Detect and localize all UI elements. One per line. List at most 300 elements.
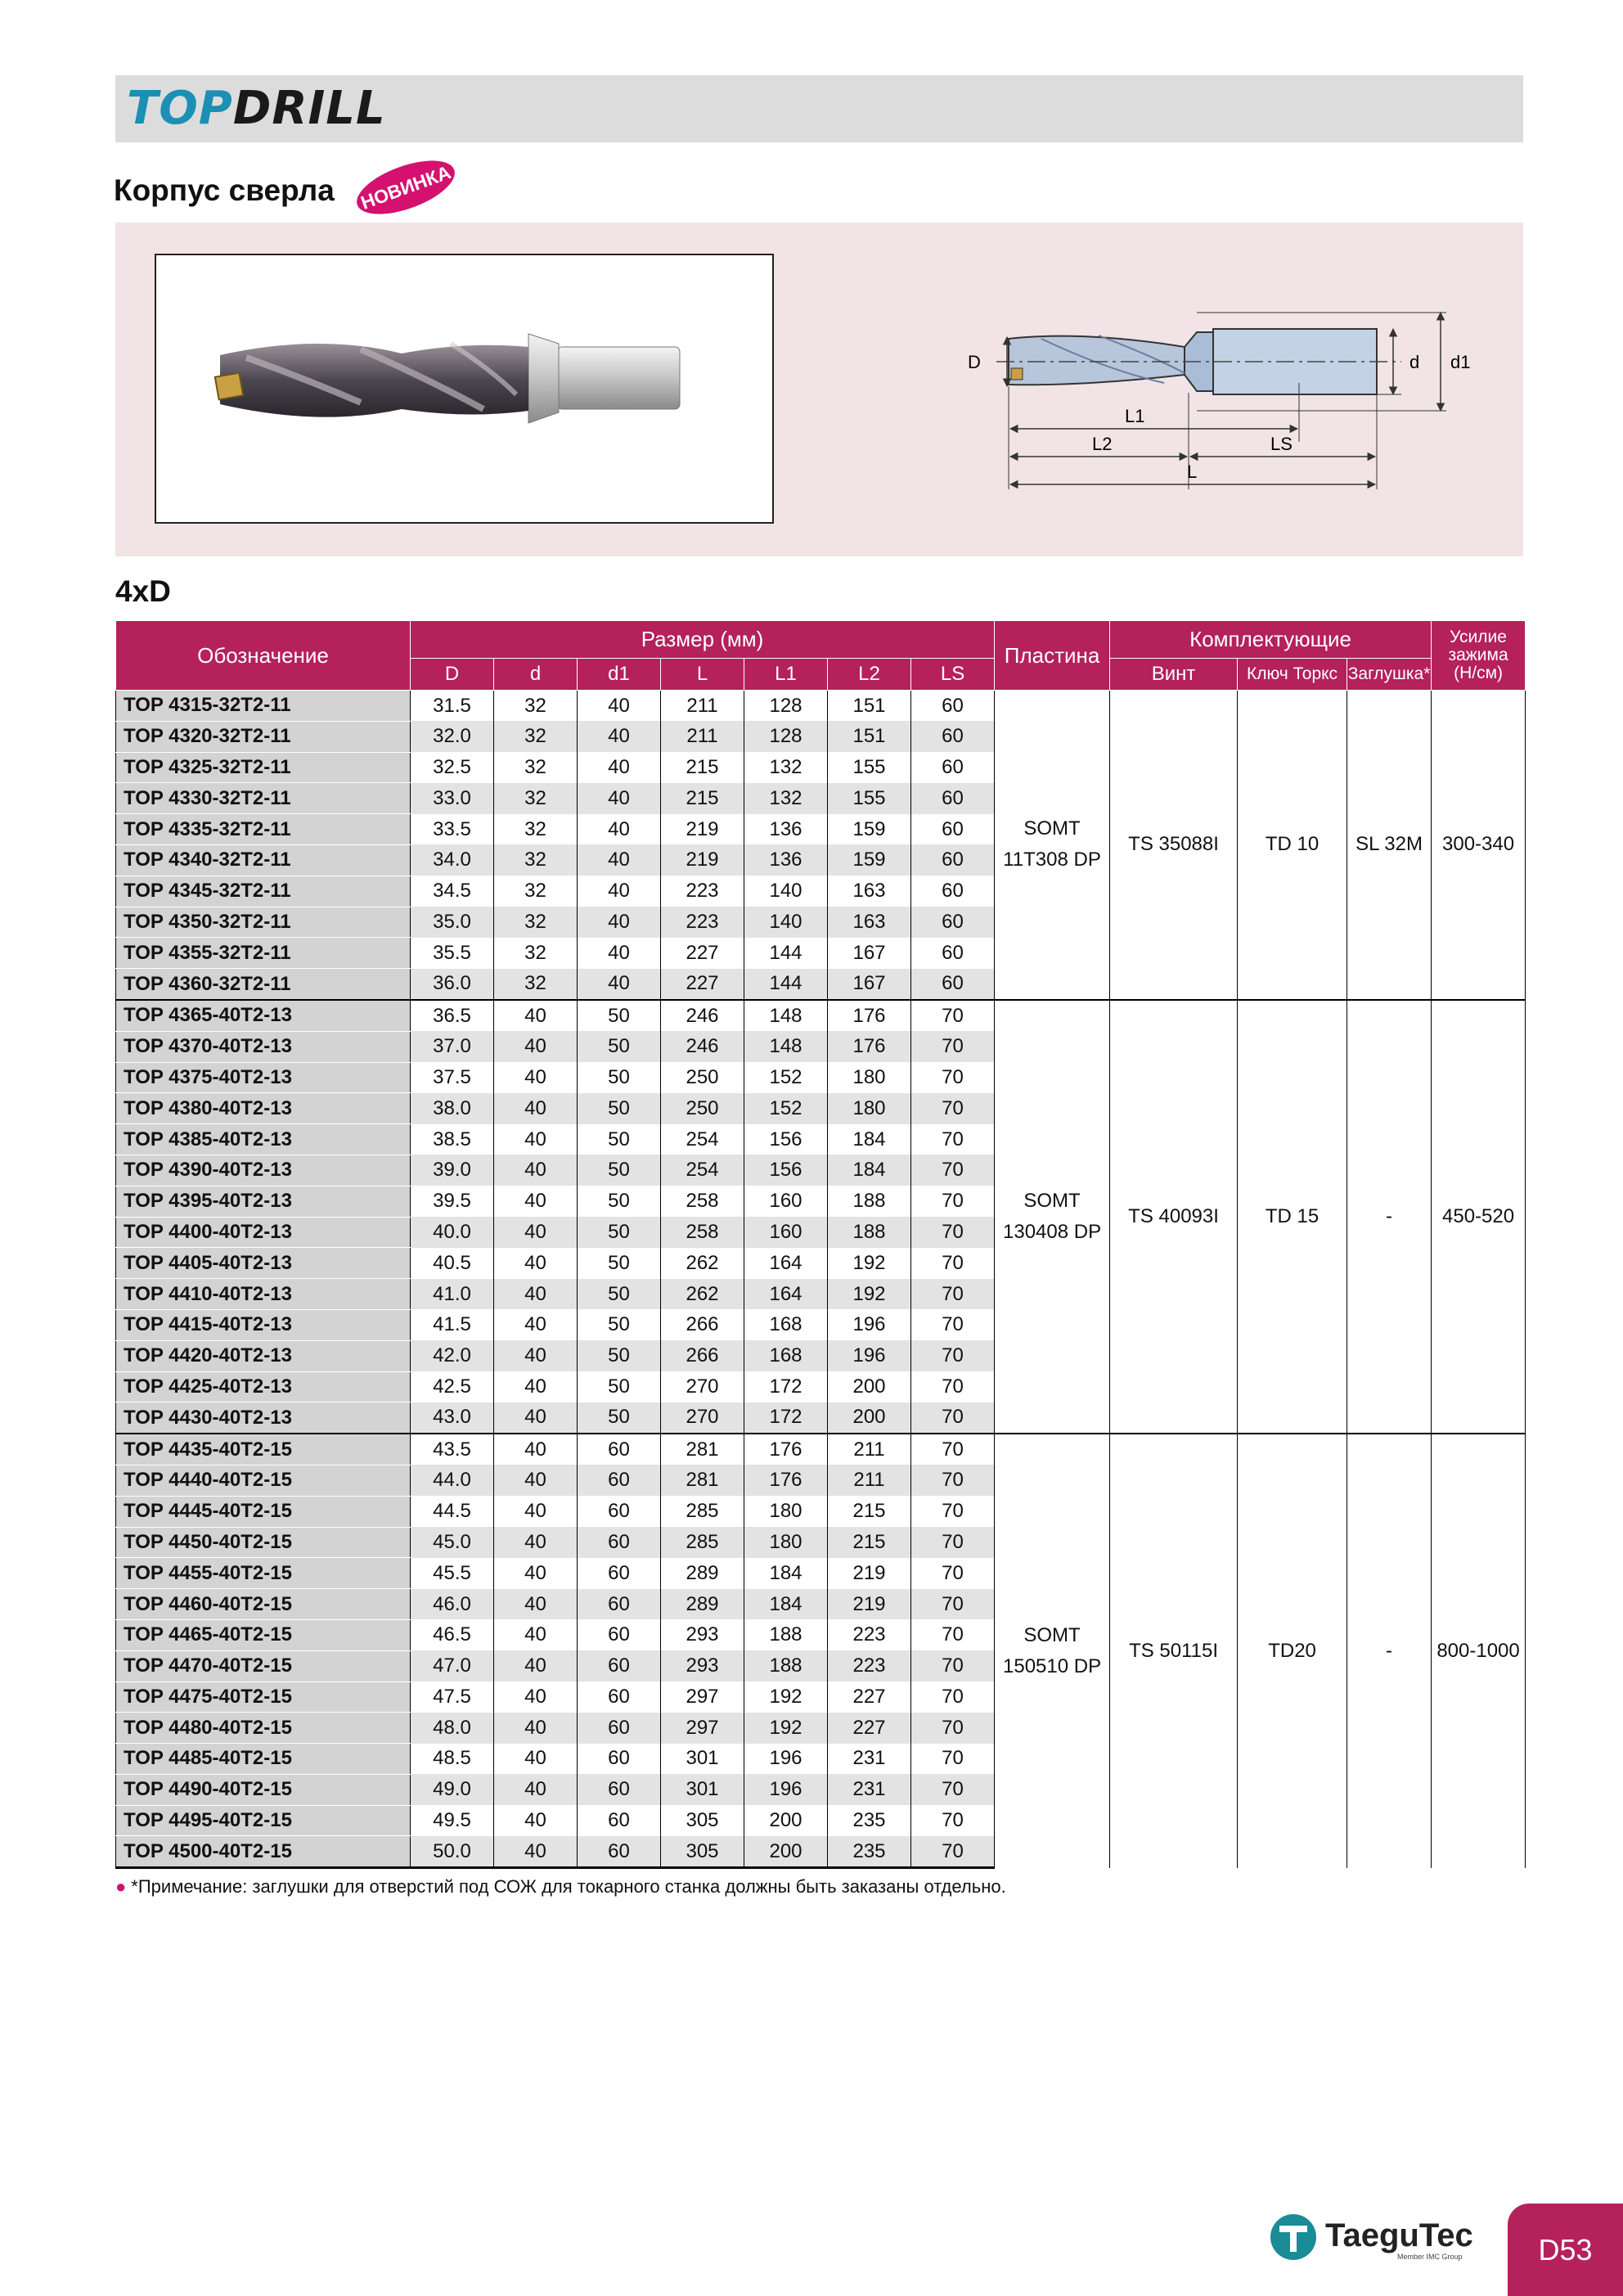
dim-label-D: D bbox=[968, 352, 981, 372]
size-cell-ls: 60 bbox=[911, 783, 995, 814]
size-cell-l: 258 bbox=[661, 1186, 744, 1217]
size-cell-ls: 70 bbox=[911, 1371, 995, 1402]
size-cell-l2: 167 bbox=[828, 938, 911, 969]
designation-cell: TOP 4390-40T2-13 bbox=[116, 1155, 411, 1186]
header-plug: Заглушка* bbox=[1347, 659, 1432, 691]
size-cell-l2: 180 bbox=[828, 1062, 911, 1093]
clamping-force-cell: 450-520 bbox=[1432, 1000, 1526, 1434]
header-clamping-force: Усилие зажима (Н/см) bbox=[1432, 621, 1526, 691]
size-cell-d1: 50 bbox=[578, 1248, 661, 1279]
size-cell-ls: 70 bbox=[911, 1279, 995, 1310]
size-cell-d1: 40 bbox=[578, 876, 661, 907]
size-cell-d1: 60 bbox=[578, 1650, 661, 1681]
size-cell-l2: 211 bbox=[828, 1434, 911, 1465]
size-cell-d: 33.5 bbox=[411, 814, 494, 845]
size-cell-l: 246 bbox=[661, 1031, 744, 1062]
size-cell-d: 40 bbox=[494, 1217, 578, 1248]
size-cell-l: 285 bbox=[661, 1496, 744, 1527]
size-cell-d: 38.5 bbox=[411, 1124, 494, 1155]
plug-cell: - bbox=[1347, 1000, 1432, 1434]
size-cell-l1: 136 bbox=[744, 844, 828, 876]
header-size-d: d bbox=[494, 659, 578, 691]
size-cell-d1: 60 bbox=[578, 1713, 661, 1744]
size-cell-ls: 70 bbox=[911, 1619, 995, 1650]
size-cell-l1: 132 bbox=[744, 752, 828, 783]
size-cell-d1: 50 bbox=[578, 1371, 661, 1402]
size-cell-d: 40 bbox=[494, 1186, 578, 1217]
size-cell-l: 223 bbox=[661, 907, 744, 938]
size-cell-l2: 196 bbox=[828, 1340, 911, 1371]
size-cell-d1: 50 bbox=[578, 1309, 661, 1340]
size-cell-l1: 164 bbox=[744, 1279, 828, 1310]
header-size-d: D bbox=[411, 659, 494, 691]
designation-cell: TOP 4405-40T2-13 bbox=[116, 1248, 411, 1279]
size-cell-l2: 176 bbox=[828, 1031, 911, 1062]
size-cell-l: 289 bbox=[661, 1589, 744, 1620]
designation-cell: TOP 4470-40T2-15 bbox=[116, 1650, 411, 1681]
size-cell-d: 40 bbox=[494, 1093, 578, 1124]
header-size-l: L bbox=[661, 659, 744, 691]
size-cell-d1: 60 bbox=[578, 1681, 661, 1713]
designation-cell: TOP 4490-40T2-15 bbox=[116, 1774, 411, 1805]
designation-cell: TOP 4415-40T2-13 bbox=[116, 1309, 411, 1340]
header-size-group: Размер (мм) bbox=[411, 621, 995, 659]
designation-cell: TOP 4420-40T2-13 bbox=[116, 1340, 411, 1371]
size-cell-l: 215 bbox=[661, 752, 744, 783]
torx-key-cell: TD20 bbox=[1238, 1434, 1347, 1868]
table-row bbox=[116, 1000, 1526, 1031]
size-cell-l2: 151 bbox=[828, 691, 911, 722]
size-cell-d: 40 bbox=[494, 1465, 578, 1496]
bullet-icon: ● bbox=[115, 1876, 127, 1897]
size-cell-l1: 132 bbox=[744, 783, 828, 814]
insert-cell: SOMT 130408 DP bbox=[995, 1000, 1110, 1434]
size-cell-d1: 40 bbox=[578, 721, 661, 752]
size-cell-ls: 70 bbox=[911, 1248, 995, 1279]
size-cell-d: 32 bbox=[494, 876, 578, 907]
size-cell-l2: 219 bbox=[828, 1558, 911, 1589]
size-cell-l1: 188 bbox=[744, 1619, 828, 1650]
table-row bbox=[116, 1434, 1526, 1465]
designation-cell: TOP 4480-40T2-15 bbox=[116, 1713, 411, 1744]
size-cell-ls: 70 bbox=[911, 1558, 995, 1589]
size-cell-ls: 70 bbox=[911, 1744, 995, 1775]
size-cell-ls: 70 bbox=[911, 1836, 995, 1868]
header-size-d1: d1 bbox=[578, 659, 661, 691]
size-cell-d: 38.0 bbox=[411, 1093, 494, 1124]
size-cell-d1: 40 bbox=[578, 814, 661, 845]
insert-cell: SOMT 150510 DP bbox=[995, 1434, 1110, 1868]
size-cell-d: 32.5 bbox=[411, 752, 494, 783]
designation-cell: TOP 4340-32T2-11 bbox=[116, 844, 411, 876]
size-cell-l1: 156 bbox=[744, 1155, 828, 1186]
size-cell-d: 32.0 bbox=[411, 721, 494, 752]
size-cell-d: 40 bbox=[494, 1589, 578, 1620]
designation-cell: TOP 4425-40T2-13 bbox=[116, 1371, 411, 1402]
size-cell-d: 47.5 bbox=[411, 1681, 494, 1713]
size-cell-d1: 40 bbox=[578, 907, 661, 938]
designation-cell: TOP 4315-32T2-11 bbox=[116, 691, 411, 722]
size-cell-d1: 60 bbox=[578, 1744, 661, 1775]
header-insert: Пластина bbox=[995, 621, 1110, 691]
size-cell-l1: 180 bbox=[744, 1527, 828, 1558]
size-cell-d: 45.5 bbox=[411, 1558, 494, 1589]
size-cell-l1: 180 bbox=[744, 1496, 828, 1527]
size-cell-d: 32 bbox=[494, 907, 578, 938]
size-cell-d: 46.0 bbox=[411, 1589, 494, 1620]
size-cell-l: 281 bbox=[661, 1434, 744, 1465]
size-cell-l1: 136 bbox=[744, 814, 828, 845]
size-cell-d1: 60 bbox=[578, 1465, 661, 1496]
size-cell-l: 219 bbox=[661, 844, 744, 876]
size-cell-l2: 159 bbox=[828, 814, 911, 845]
size-cell-ls: 70 bbox=[911, 1155, 995, 1186]
size-cell-d1: 60 bbox=[578, 1836, 661, 1868]
size-cell-ls: 60 bbox=[911, 752, 995, 783]
size-cell-d: 32 bbox=[494, 721, 578, 752]
size-cell-l: 246 bbox=[661, 1000, 744, 1031]
new-badge: НОВИНКА bbox=[350, 150, 461, 225]
size-cell-l: 258 bbox=[661, 1217, 744, 1248]
screw-cell: TS 40093I bbox=[1110, 1000, 1238, 1434]
size-cell-l: 270 bbox=[661, 1402, 744, 1434]
size-cell-l2: 184 bbox=[828, 1124, 911, 1155]
size-cell-d: 37.5 bbox=[411, 1062, 494, 1093]
page-number-tab bbox=[1508, 2204, 1623, 2296]
size-cell-l1: 196 bbox=[744, 1774, 828, 1805]
header-torx-key: Ключ Торкс bbox=[1238, 659, 1347, 691]
size-cell-l: 250 bbox=[661, 1093, 744, 1124]
size-cell-d1: 50 bbox=[578, 1217, 661, 1248]
size-cell-l2: 223 bbox=[828, 1619, 911, 1650]
size-cell-d1: 50 bbox=[578, 1000, 661, 1031]
size-cell-ls: 70 bbox=[911, 1434, 995, 1465]
page-number: D53 bbox=[1538, 2233, 1593, 2267]
size-cell-l2: 227 bbox=[828, 1713, 911, 1744]
size-cell-l1: 172 bbox=[744, 1371, 828, 1402]
dim-label-LS: LS bbox=[1270, 434, 1293, 454]
size-cell-d1: 50 bbox=[578, 1402, 661, 1434]
size-cell-ls: 70 bbox=[911, 1031, 995, 1062]
designation-cell: TOP 4445-40T2-15 bbox=[116, 1496, 411, 1527]
size-cell-d: 37.0 bbox=[411, 1031, 494, 1062]
size-cell-d1: 50 bbox=[578, 1062, 661, 1093]
size-cell-l: 270 bbox=[661, 1371, 744, 1402]
size-cell-d: 36.0 bbox=[411, 969, 494, 1000]
size-cell-ls: 60 bbox=[911, 938, 995, 969]
size-cell-d1: 60 bbox=[578, 1589, 661, 1620]
size-cell-l2: 223 bbox=[828, 1650, 911, 1681]
screw-cell: TS 50115I bbox=[1110, 1434, 1238, 1868]
size-cell-d: 50.0 bbox=[411, 1836, 494, 1868]
size-cell-l1: 196 bbox=[744, 1744, 828, 1775]
size-cell-ls: 70 bbox=[911, 1805, 995, 1836]
size-cell-d: 49.5 bbox=[411, 1805, 494, 1836]
size-cell-d1: 50 bbox=[578, 1124, 661, 1155]
size-cell-l: 285 bbox=[661, 1527, 744, 1558]
dim-label-L2: L2 bbox=[1092, 434, 1113, 454]
size-cell-d: 35.0 bbox=[411, 907, 494, 938]
size-cell-l2: 188 bbox=[828, 1186, 911, 1217]
designation-cell: TOP 4395-40T2-13 bbox=[116, 1186, 411, 1217]
designation-cell: TOP 4500-40T2-15 bbox=[116, 1836, 411, 1868]
size-cell-d: 46.5 bbox=[411, 1619, 494, 1650]
size-cell-l2: 155 bbox=[828, 783, 911, 814]
size-cell-d: 34.5 bbox=[411, 876, 494, 907]
size-cell-d: 35.5 bbox=[411, 938, 494, 969]
dim-label-d1: d1 bbox=[1450, 352, 1471, 372]
size-cell-l: 223 bbox=[661, 876, 744, 907]
header-bar bbox=[115, 75, 1523, 142]
size-cell-d1: 40 bbox=[578, 844, 661, 876]
size-cell-l: 297 bbox=[661, 1713, 744, 1744]
size-cell-d: 40.5 bbox=[411, 1248, 494, 1279]
size-cell-d1: 40 bbox=[578, 691, 661, 722]
table-row bbox=[116, 691, 1526, 722]
dim-label-L1: L1 bbox=[1125, 406, 1145, 426]
designation-cell: TOP 4465-40T2-15 bbox=[116, 1619, 411, 1650]
size-cell-d: 41.0 bbox=[411, 1279, 494, 1310]
size-cell-d: 39.0 bbox=[411, 1155, 494, 1186]
clamping-force-cell: 800-1000 bbox=[1432, 1434, 1526, 1868]
size-cell-d: 40 bbox=[494, 1248, 578, 1279]
size-cell-d: 34.0 bbox=[411, 844, 494, 876]
size-cell-l: 227 bbox=[661, 938, 744, 969]
size-cell-l: 262 bbox=[661, 1248, 744, 1279]
size-cell-l: 262 bbox=[661, 1279, 744, 1310]
designation-cell: TOP 4365-40T2-13 bbox=[116, 1000, 411, 1031]
designation-cell: TOP 4460-40T2-15 bbox=[116, 1589, 411, 1620]
size-cell-l: 293 bbox=[661, 1650, 744, 1681]
page-title: Корпус сверла bbox=[114, 173, 335, 207]
designation-cell: TOP 4440-40T2-15 bbox=[116, 1465, 411, 1496]
footnote: ● *Примечание: заглушки для отверстий под СОЖ для токарного станка должны быть заказаны отдельно. bbox=[115, 1876, 1006, 1897]
torx-key-cell: TD 10 bbox=[1238, 691, 1347, 1000]
dim-label-d: d bbox=[1409, 352, 1420, 372]
size-cell-l2: 211 bbox=[828, 1465, 911, 1496]
size-cell-l2: 155 bbox=[828, 752, 911, 783]
size-cell-l: 219 bbox=[661, 814, 744, 845]
size-cell-ls: 70 bbox=[911, 1650, 995, 1681]
size-cell-d1: 60 bbox=[578, 1774, 661, 1805]
header-size-ls: LS bbox=[911, 659, 995, 691]
plug-cell: - bbox=[1347, 1434, 1432, 1868]
designation-cell: TOP 4320-32T2-11 bbox=[116, 721, 411, 752]
screw-cell: TS 35088I bbox=[1110, 691, 1238, 1000]
size-cell-l2: 180 bbox=[828, 1093, 911, 1124]
size-cell-l1: 160 bbox=[744, 1217, 828, 1248]
size-cell-l2: 219 bbox=[828, 1589, 911, 1620]
size-cell-d: 44.0 bbox=[411, 1465, 494, 1496]
size-cell-d: 40 bbox=[494, 1340, 578, 1371]
size-cell-l2: 196 bbox=[828, 1309, 911, 1340]
size-cell-l2: 176 bbox=[828, 1000, 911, 1031]
size-cell-l: 301 bbox=[661, 1774, 744, 1805]
size-cell-d1: 50 bbox=[578, 1093, 661, 1124]
size-cell-d: 32 bbox=[494, 752, 578, 783]
size-cell-l1: 168 bbox=[744, 1309, 828, 1340]
size-cell-d: 33.0 bbox=[411, 783, 494, 814]
section-subheading: 4xD bbox=[115, 574, 171, 608]
size-cell-l2: 200 bbox=[828, 1371, 911, 1402]
size-cell-d: 40 bbox=[494, 1527, 578, 1558]
size-cell-ls: 70 bbox=[911, 1309, 995, 1340]
size-cell-d: 32 bbox=[494, 938, 578, 969]
size-cell-d: 42.5 bbox=[411, 1371, 494, 1402]
size-cell-l1: 184 bbox=[744, 1558, 828, 1589]
size-cell-d1: 60 bbox=[578, 1619, 661, 1650]
torx-key-cell: TD 15 bbox=[1238, 1000, 1347, 1434]
clamping-force-cell: 300-340 bbox=[1432, 691, 1526, 1000]
designation-cell: TOP 4330-32T2-11 bbox=[116, 783, 411, 814]
size-cell-d: 32 bbox=[494, 691, 578, 722]
size-cell-ls: 70 bbox=[911, 1186, 995, 1217]
size-cell-d: 40 bbox=[494, 1000, 578, 1031]
size-cell-l2: 235 bbox=[828, 1836, 911, 1868]
size-cell-d1: 50 bbox=[578, 1340, 661, 1371]
size-cell-l: 215 bbox=[661, 783, 744, 814]
size-cell-l2: 215 bbox=[828, 1527, 911, 1558]
size-cell-d: 40 bbox=[494, 1744, 578, 1775]
size-cell-l1: 184 bbox=[744, 1589, 828, 1620]
size-cell-d1: 50 bbox=[578, 1031, 661, 1062]
size-cell-l1: 148 bbox=[744, 1031, 828, 1062]
size-cell-l1: 176 bbox=[744, 1434, 828, 1465]
size-cell-l: 211 bbox=[661, 691, 744, 722]
size-cell-ls: 60 bbox=[911, 691, 995, 722]
size-cell-l: 254 bbox=[661, 1124, 744, 1155]
size-cell-ls: 70 bbox=[911, 1217, 995, 1248]
designation-cell: TOP 4495-40T2-15 bbox=[116, 1805, 411, 1836]
size-cell-d: 32 bbox=[494, 783, 578, 814]
size-cell-l1: 164 bbox=[744, 1248, 828, 1279]
specification-table bbox=[115, 620, 1526, 1869]
size-cell-l: 254 bbox=[661, 1155, 744, 1186]
designation-cell: TOP 4350-32T2-11 bbox=[116, 907, 411, 938]
size-cell-d: 39.5 bbox=[411, 1186, 494, 1217]
designation-cell: TOP 4450-40T2-15 bbox=[116, 1527, 411, 1558]
size-cell-d: 40 bbox=[494, 1836, 578, 1868]
size-cell-d1: 40 bbox=[578, 752, 661, 783]
size-cell-l1: 156 bbox=[744, 1124, 828, 1155]
size-cell-l: 301 bbox=[661, 1744, 744, 1775]
size-cell-ls: 60 bbox=[911, 907, 995, 938]
size-cell-l1: 168 bbox=[744, 1340, 828, 1371]
size-cell-ls: 60 bbox=[911, 721, 995, 752]
designation-cell: TOP 4360-32T2-11 bbox=[116, 969, 411, 1000]
size-cell-d: 40 bbox=[494, 1402, 578, 1434]
size-cell-d: 49.0 bbox=[411, 1774, 494, 1805]
header-size-l1: L1 bbox=[744, 659, 828, 691]
svg-text:Member IMC Group: Member IMC Group bbox=[1397, 2253, 1463, 2261]
designation-cell: TOP 4375-40T2-13 bbox=[116, 1062, 411, 1093]
size-cell-l2: 227 bbox=[828, 1681, 911, 1713]
size-cell-l2: 235 bbox=[828, 1805, 911, 1836]
size-cell-ls: 70 bbox=[911, 1465, 995, 1496]
size-cell-l: 293 bbox=[661, 1619, 744, 1650]
size-cell-d: 48.0 bbox=[411, 1713, 494, 1744]
size-cell-d: 40 bbox=[494, 1155, 578, 1186]
topdrill-logo: TOPDRILL bbox=[127, 82, 386, 135]
size-cell-ls: 60 bbox=[911, 844, 995, 876]
size-cell-d: 45.0 bbox=[411, 1527, 494, 1558]
size-cell-l2: 231 bbox=[828, 1744, 911, 1775]
size-cell-ls: 70 bbox=[911, 1000, 995, 1031]
size-cell-ls: 70 bbox=[911, 1496, 995, 1527]
designation-cell: TOP 4370-40T2-13 bbox=[116, 1031, 411, 1062]
size-cell-d: 40.0 bbox=[411, 1217, 494, 1248]
plug-cell: SL 32M bbox=[1347, 691, 1432, 1000]
size-cell-l1: 192 bbox=[744, 1713, 828, 1744]
size-cell-d: 31.5 bbox=[411, 691, 494, 722]
size-cell-l1: 144 bbox=[744, 938, 828, 969]
size-cell-l2: 200 bbox=[828, 1402, 911, 1434]
designation-cell: TOP 4455-40T2-15 bbox=[116, 1558, 411, 1589]
size-cell-d: 40 bbox=[494, 1434, 578, 1465]
size-cell-d: 43.5 bbox=[411, 1434, 494, 1465]
size-cell-l1: 188 bbox=[744, 1650, 828, 1681]
designation-cell: TOP 4475-40T2-15 bbox=[116, 1681, 411, 1713]
size-cell-d1: 40 bbox=[578, 783, 661, 814]
designation-cell: TOP 4430-40T2-13 bbox=[116, 1402, 411, 1434]
designation-cell: TOP 4325-32T2-11 bbox=[116, 752, 411, 783]
size-cell-ls: 70 bbox=[911, 1093, 995, 1124]
size-cell-d: 41.5 bbox=[411, 1309, 494, 1340]
size-cell-d1: 60 bbox=[578, 1434, 661, 1465]
size-cell-d1: 50 bbox=[578, 1186, 661, 1217]
size-cell-d: 40 bbox=[494, 1496, 578, 1527]
size-cell-d: 42.0 bbox=[411, 1340, 494, 1371]
size-cell-d: 40 bbox=[494, 1558, 578, 1589]
size-cell-ls: 70 bbox=[911, 1681, 995, 1713]
size-cell-d: 44.5 bbox=[411, 1496, 494, 1527]
size-cell-l2: 192 bbox=[828, 1279, 911, 1310]
size-cell-d: 32 bbox=[494, 814, 578, 845]
drill-dimension-diagram bbox=[837, 263, 1508, 525]
designation-cell: TOP 4410-40T2-13 bbox=[116, 1279, 411, 1310]
size-cell-d: 40 bbox=[494, 1031, 578, 1062]
size-cell-l1: 144 bbox=[744, 969, 828, 1000]
size-cell-l1: 200 bbox=[744, 1836, 828, 1868]
size-cell-l1: 152 bbox=[744, 1093, 828, 1124]
size-cell-d: 40 bbox=[494, 1805, 578, 1836]
size-cell-d: 40 bbox=[494, 1619, 578, 1650]
size-cell-l: 250 bbox=[661, 1062, 744, 1093]
size-cell-l2: 163 bbox=[828, 907, 911, 938]
size-cell-l: 266 bbox=[661, 1309, 744, 1340]
size-cell-d: 40 bbox=[494, 1062, 578, 1093]
svg-text:TaeguTec: TaeguTec bbox=[1325, 2217, 1473, 2253]
designation-cell: TOP 4355-32T2-11 bbox=[116, 938, 411, 969]
size-cell-ls: 70 bbox=[911, 1402, 995, 1434]
size-cell-l: 281 bbox=[661, 1465, 744, 1496]
size-cell-l2: 215 bbox=[828, 1496, 911, 1527]
size-cell-d1: 40 bbox=[578, 938, 661, 969]
size-cell-l2: 184 bbox=[828, 1155, 911, 1186]
size-cell-ls: 70 bbox=[911, 1774, 995, 1805]
size-cell-l: 227 bbox=[661, 969, 744, 1000]
size-cell-d: 47.0 bbox=[411, 1650, 494, 1681]
size-cell-d: 40 bbox=[494, 1124, 578, 1155]
size-cell-l2: 167 bbox=[828, 969, 911, 1000]
header-components: Комплектующие bbox=[1110, 621, 1432, 659]
size-cell-d: 32 bbox=[494, 969, 578, 1000]
size-cell-d: 32 bbox=[494, 844, 578, 876]
size-cell-l: 266 bbox=[661, 1340, 744, 1371]
designation-cell: TOP 4335-32T2-11 bbox=[116, 814, 411, 845]
size-cell-l2: 151 bbox=[828, 721, 911, 752]
size-cell-l1: 128 bbox=[744, 691, 828, 722]
